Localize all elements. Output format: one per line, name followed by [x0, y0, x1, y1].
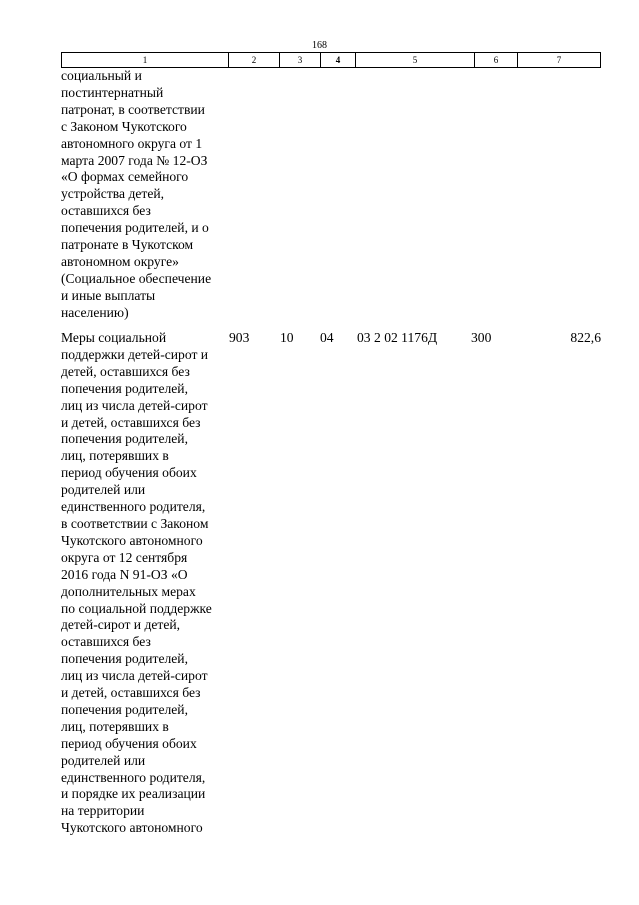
row-1-name: социальный и постинтернатный патронат, в соответствии с Законом Чукотского автономного округа от 1 марта 2007 года № 12-ОЗ «О формах семейного устройства детей, оставшихся без попечения родителей, и о патронате в Чукотском автономном округе» (Социальное обеспечение и иные выплаты населению)	[61, 68, 212, 320]
row-2-amount: 822,6	[570, 330, 601, 345]
header-col-4: 4	[321, 53, 356, 68]
row-2-target-article: 03 2 02 1176Д	[357, 330, 438, 345]
row-2-section: 10	[280, 330, 294, 345]
column-number-header	[61, 52, 601, 68]
row-2-expense-type: 300	[471, 330, 492, 345]
row-2-ministry: 903	[229, 330, 250, 345]
header-col-7: 7	[518, 53, 601, 68]
header-col-2: 2	[229, 53, 280, 68]
row-2-subsection: 04	[320, 330, 334, 345]
header-col-3: 3	[280, 53, 321, 68]
header-col-6: 6	[475, 53, 518, 68]
header-col-1: 1	[62, 53, 229, 68]
row-2-name: Меры социальной поддержки детей-сирот и детей, оставшихся без попечения родителей, лиц из числа детей-сирот и детей, оставшихся без попечения родителей, лиц, потерявших в период обучения обоих родителей или единственного родителя, в соответствии с Законом Чукотского автономного округа от 12 сентября 2016 года N 91-ОЗ «О дополнительных мерах по социальной поддержке детей-сирот и детей, оставшихся без попечения родителей, лиц из числа детей-сирот и детей, оставшихся без попечения родителей, лиц, потерявших в период обучения обоих родителей или единственного родителя, и порядке их реализации на территории Чукотского автономного	[61, 330, 212, 836]
header-col-5: 5	[356, 53, 475, 68]
page-number: 168	[312, 40, 327, 51]
header-row	[62, 53, 601, 68]
